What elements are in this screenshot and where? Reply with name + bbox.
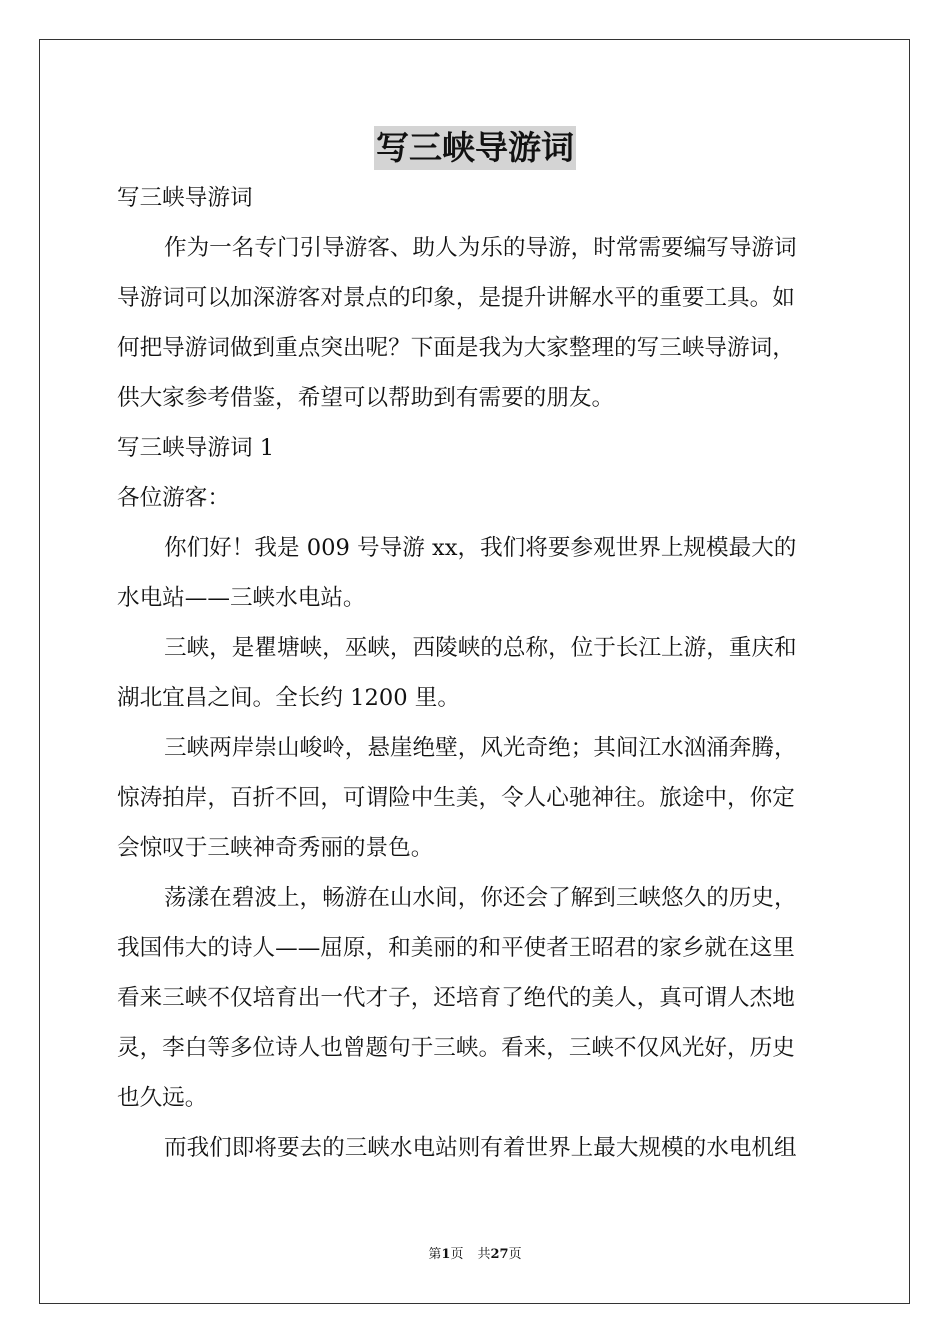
paragraph-line: 供大家参考借鉴，希望可以帮助到有需要的朋友。: [117, 385, 615, 411]
paragraph-line: 导游词可以加深游客对景点的印象，是提升讲解水平的重要工具。如: [117, 285, 795, 311]
paragraph-line: 三峡，是瞿塘峡，巫峡，西陵峡的总称，位于长江上游，重庆和: [164, 635, 797, 661]
paragraph-line: 你们好！我是 009 号导游 xx，我们将要参观世界上规模最大的: [164, 535, 797, 561]
total-suffix: 页: [508, 1247, 522, 1262]
page-prefix: 第: [428, 1247, 442, 1262]
document-body: [117, 173, 833, 1173]
paragraph-line: 作为一名专门引导游客、助人为乐的导游，时常需要编写导游词: [164, 235, 797, 261]
paragraph-line: 看来三峡不仅培育出一代才子，还培育了绝代的美人，真可谓人杰地: [117, 985, 795, 1011]
greeting-line: 各位游客：: [117, 485, 230, 511]
paragraph-line: 惊涛拍岸，百折不回，可谓险中生美，令人心驰神往。旅途中，你定: [117, 785, 795, 811]
paragraph-line: 而我们即将要去的三峡水电站则有着世界上最大规模的水电机组: [164, 1135, 797, 1161]
paragraph-line: 何把导游词做到重点突出呢？下面是我为大家整理的写三峡导游词，: [117, 335, 795, 361]
paragraph-line: 三峡两岸崇山峻岭，悬崖绝壁，风光奇绝；其间江水汹涌奔腾，: [164, 735, 797, 761]
page-number: 1: [441, 1247, 451, 1262]
paragraph-line: 水电站——三峡水电站。: [117, 585, 366, 611]
paragraph-line: 也久远。: [117, 1085, 208, 1111]
page-suffix: 页: [450, 1247, 464, 1262]
page-footer: [0, 1245, 950, 1265]
paragraph-line: 我国伟大的诗人——屈原，和美丽的和平使者王昭君的家乡就在这里: [117, 935, 795, 961]
paragraph-line: 会惊叹于三峡神奇秀丽的景色。: [117, 835, 434, 861]
section-heading: 写三峡导游词 1: [117, 435, 275, 461]
paragraph-line: 湖北宜昌之间。全长约 1200 里。: [117, 685, 460, 711]
subtitle-line: 写三峡导游词: [117, 185, 253, 211]
document-title: 写三峡导游词: [374, 126, 576, 170]
total-pages: 27: [490, 1247, 509, 1262]
total-prefix: 共: [477, 1247, 491, 1262]
paragraph-line: 灵，李白等多位诗人也曾题句于三峡。看来，三峡不仅风光好，历史: [117, 1035, 795, 1061]
paragraph-line: 荡漾在碧波上，畅游在山水间，你还会了解到三峡悠久的历史，: [164, 885, 797, 911]
title-container: [0, 126, 950, 170]
